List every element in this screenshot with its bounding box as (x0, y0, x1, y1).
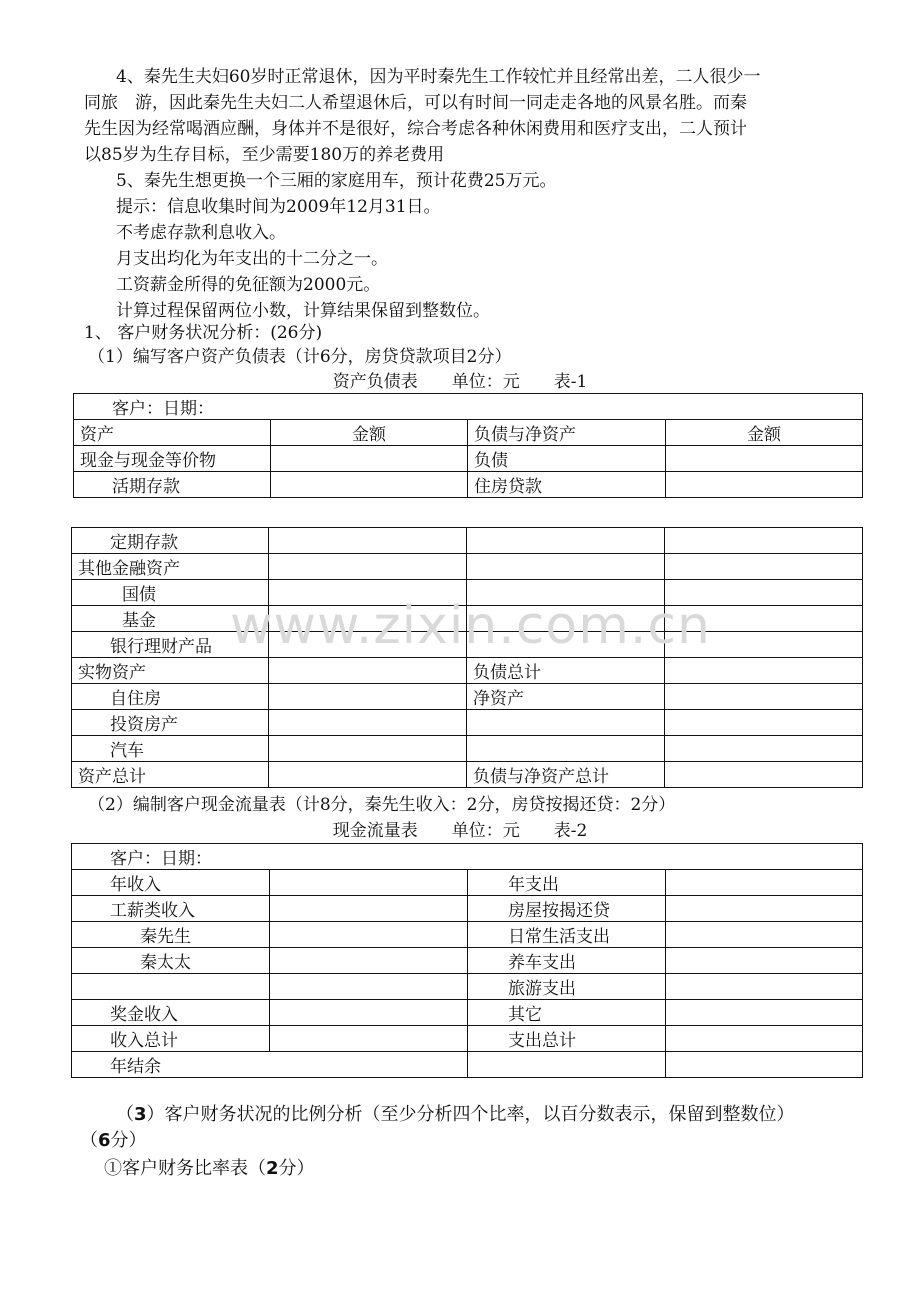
table-cell (467, 554, 665, 580)
table-cell: 年收入 (72, 870, 270, 896)
table-cell (665, 710, 863, 736)
table-cell: 日常生活支出 (468, 922, 666, 948)
table-cell: 自住房 (72, 684, 269, 710)
table-row (72, 736, 863, 762)
table-cell: 支出总计 (468, 1026, 666, 1052)
table-row (72, 844, 863, 870)
section-1-heading: 1、 客户财务状况分析：(26分) (84, 323, 323, 343)
table-row (72, 632, 863, 658)
table-cell (467, 632, 665, 658)
table-cell (666, 446, 863, 472)
table-row (72, 974, 863, 1000)
table-cell (665, 528, 863, 554)
table-cell: 收入总计 (72, 1026, 270, 1052)
table-cell (666, 896, 863, 922)
table-row (72, 606, 863, 632)
table-cell (270, 1000, 468, 1026)
table-cell (665, 580, 863, 606)
table-cell (467, 710, 665, 736)
table-cell (666, 1026, 863, 1052)
hint-line: 不考虑存款利息收入。 (116, 223, 286, 243)
table-cell: 活期存款 (74, 472, 271, 498)
table-cell: 国债 (72, 580, 269, 606)
table-cell: 资产总计 (72, 762, 269, 788)
table-row (74, 394, 863, 420)
subsection-3-number: 3 (134, 1104, 147, 1125)
table-cell (665, 606, 863, 632)
table-cell: 定期存款 (72, 528, 269, 554)
column-header: 金额 (666, 420, 863, 446)
table-cell (270, 896, 468, 922)
table-cell (271, 472, 468, 498)
table-cell (666, 472, 863, 498)
table-1-caption: 资产负债表 单位：元 表-1 (332, 372, 588, 392)
table-cell: 现金与现金等价物 (74, 446, 271, 472)
table-row (72, 922, 863, 948)
paragraph-4 (84, 64, 856, 168)
table-cell: 汽车 (72, 736, 269, 762)
table-cell (269, 736, 467, 762)
table-row (72, 684, 863, 710)
table-row (72, 870, 863, 896)
subsection-3-1-heading (104, 1156, 876, 1182)
column-header: 负债与净资产 (468, 420, 666, 446)
watermark: www.zixin.com.cn (230, 596, 711, 656)
table-cell: 旅游支出 (468, 974, 666, 1000)
hint-line: 提示：信息收集时间为2009年12月31日。 (116, 197, 441, 217)
table-cell: 年支出 (468, 870, 666, 896)
customer-date-cell: 客户：日期： (74, 394, 863, 420)
table-row (74, 446, 863, 472)
table-row (72, 896, 863, 922)
subsection-3-1-close: 分） (278, 1158, 315, 1179)
table-cell: 房屋按揭还贷 (468, 896, 666, 922)
table-cell (270, 870, 468, 896)
table-cell (665, 632, 863, 658)
table-cell: 养车支出 (468, 948, 666, 974)
table-cell (270, 1026, 468, 1052)
subsection-3-points-open: （ (80, 1130, 98, 1151)
table-row (72, 762, 863, 788)
subsection-1-heading: （1）编写客户资产负债表（计6分，房贷贷款项目2分） (88, 347, 512, 367)
table-cell (665, 736, 863, 762)
subsection-3-points (80, 1128, 852, 1154)
table-cell (271, 446, 468, 472)
table-header-row (74, 420, 863, 446)
column-header: 资产 (74, 420, 271, 446)
table-cell (666, 1000, 863, 1026)
table-cell: 其它 (468, 1000, 666, 1026)
column-header: 金额 (271, 420, 468, 446)
table-cell: 净资产 (467, 684, 665, 710)
table-row (72, 554, 863, 580)
table-row (72, 528, 863, 554)
table-cell: 银行理财产品 (72, 632, 269, 658)
table-cell (269, 684, 467, 710)
balance-sheet-table-top (73, 393, 863, 498)
table-row (72, 710, 863, 736)
table-cell (666, 870, 863, 896)
hint-line: 计算过程保留两位小数，计算结果保留到整数位。 (116, 301, 490, 321)
table-row (72, 1000, 863, 1026)
table-cell: 秦太太 (72, 948, 270, 974)
table-cell (270, 948, 468, 974)
subsection-3-1-points: 2 (266, 1158, 279, 1179)
table-cell: 工薪类收入 (72, 896, 270, 922)
table-cell (269, 762, 467, 788)
paragraph-5: 5、秦先生想更换一个三厢的家庭用车，预计花费25万元。 (116, 171, 557, 191)
table-cell (665, 658, 863, 684)
table-cell: 基金 (72, 606, 269, 632)
hint-line: 月支出均化为年支出的十二分之一。 (116, 249, 388, 269)
table-cell: 投资房产 (72, 710, 269, 736)
paragraph-4-line: 同旅 游，因此秦先生夫妇二人希望退休后，可以有时间一同走走各地的风景名胜。而秦 (84, 93, 747, 113)
table-cell: 负债 (468, 446, 666, 472)
table-cell (665, 684, 863, 710)
table-cell: 奖金收入 (72, 1000, 270, 1026)
table-cell (269, 528, 467, 554)
table-cell (72, 974, 270, 1000)
paragraph-4-line: 4、秦先生夫妇60岁时正常退休，因为平时秦先生工作较忙并且经常出差，二人很少一 (116, 67, 761, 87)
table-cell (467, 528, 665, 554)
paragraph-4-line: 先生因为经常喝酒应酬，身体并不是很好，综合考虑各种休闲费用和医疗支出，二人预计 (84, 119, 747, 139)
subsection-3-open: （ (116, 1104, 134, 1125)
subsection-3-points-number: 6 (98, 1130, 111, 1151)
table-row (72, 580, 863, 606)
table-cell (666, 974, 863, 1000)
table-cell: 住房贷款 (468, 472, 666, 498)
table-cell (467, 606, 665, 632)
table-cell (666, 948, 863, 974)
subsection-3-points-close: 分） (110, 1130, 147, 1151)
table-cell (269, 710, 467, 736)
table-cell (467, 580, 665, 606)
paragraph-4-line: 以85岁为生存目标，至少需要180万的养老费用 (84, 145, 445, 165)
table-cell (269, 658, 467, 684)
table-row (72, 1052, 863, 1078)
subsection-3-1-text: ①客户财务比率表（ (104, 1158, 266, 1179)
subsection-3-heading (116, 1102, 888, 1128)
subsection-2-heading: （2）编制客户现金流量表（计8分，秦先生收入：2分，房贷按揭还贷：2分） (88, 795, 676, 815)
table-cell: 负债总计 (467, 658, 665, 684)
table-cell: 实物资产 (72, 658, 269, 684)
table-cell: 负债与净资产总计 (467, 762, 665, 788)
table-cell: 其他金融资产 (72, 554, 269, 580)
balance-sheet-table-bottom (71, 527, 863, 788)
table-row (74, 472, 863, 498)
table-cell (666, 1052, 863, 1078)
table-row (72, 948, 863, 974)
table-cell (270, 922, 468, 948)
hint-line: 工资薪金所得的免征额为2000元。 (116, 275, 381, 295)
cash-flow-table (71, 843, 863, 1078)
table-cell (269, 632, 467, 658)
table-cell (269, 580, 467, 606)
table-cell: 年结余 (72, 1052, 468, 1078)
table-row (72, 1026, 863, 1052)
table-cell (270, 974, 468, 1000)
table-cell: 秦先生 (72, 922, 270, 948)
subsection-3-text: ）客户财务状况的比例分析（至少分析四个比率，以百分数表示，保留到整数位） (146, 1104, 795, 1125)
table-cell (269, 554, 467, 580)
table-cell (665, 554, 863, 580)
table-cell (467, 736, 665, 762)
table-2-caption: 现金流量表 单位：元 表-2 (332, 821, 588, 841)
table-cell (665, 762, 863, 788)
table-cell (666, 922, 863, 948)
customer-date-cell: 客户：日期： (72, 844, 863, 870)
table-row (72, 658, 863, 684)
table-cell (468, 1052, 666, 1078)
table-cell (269, 606, 467, 632)
